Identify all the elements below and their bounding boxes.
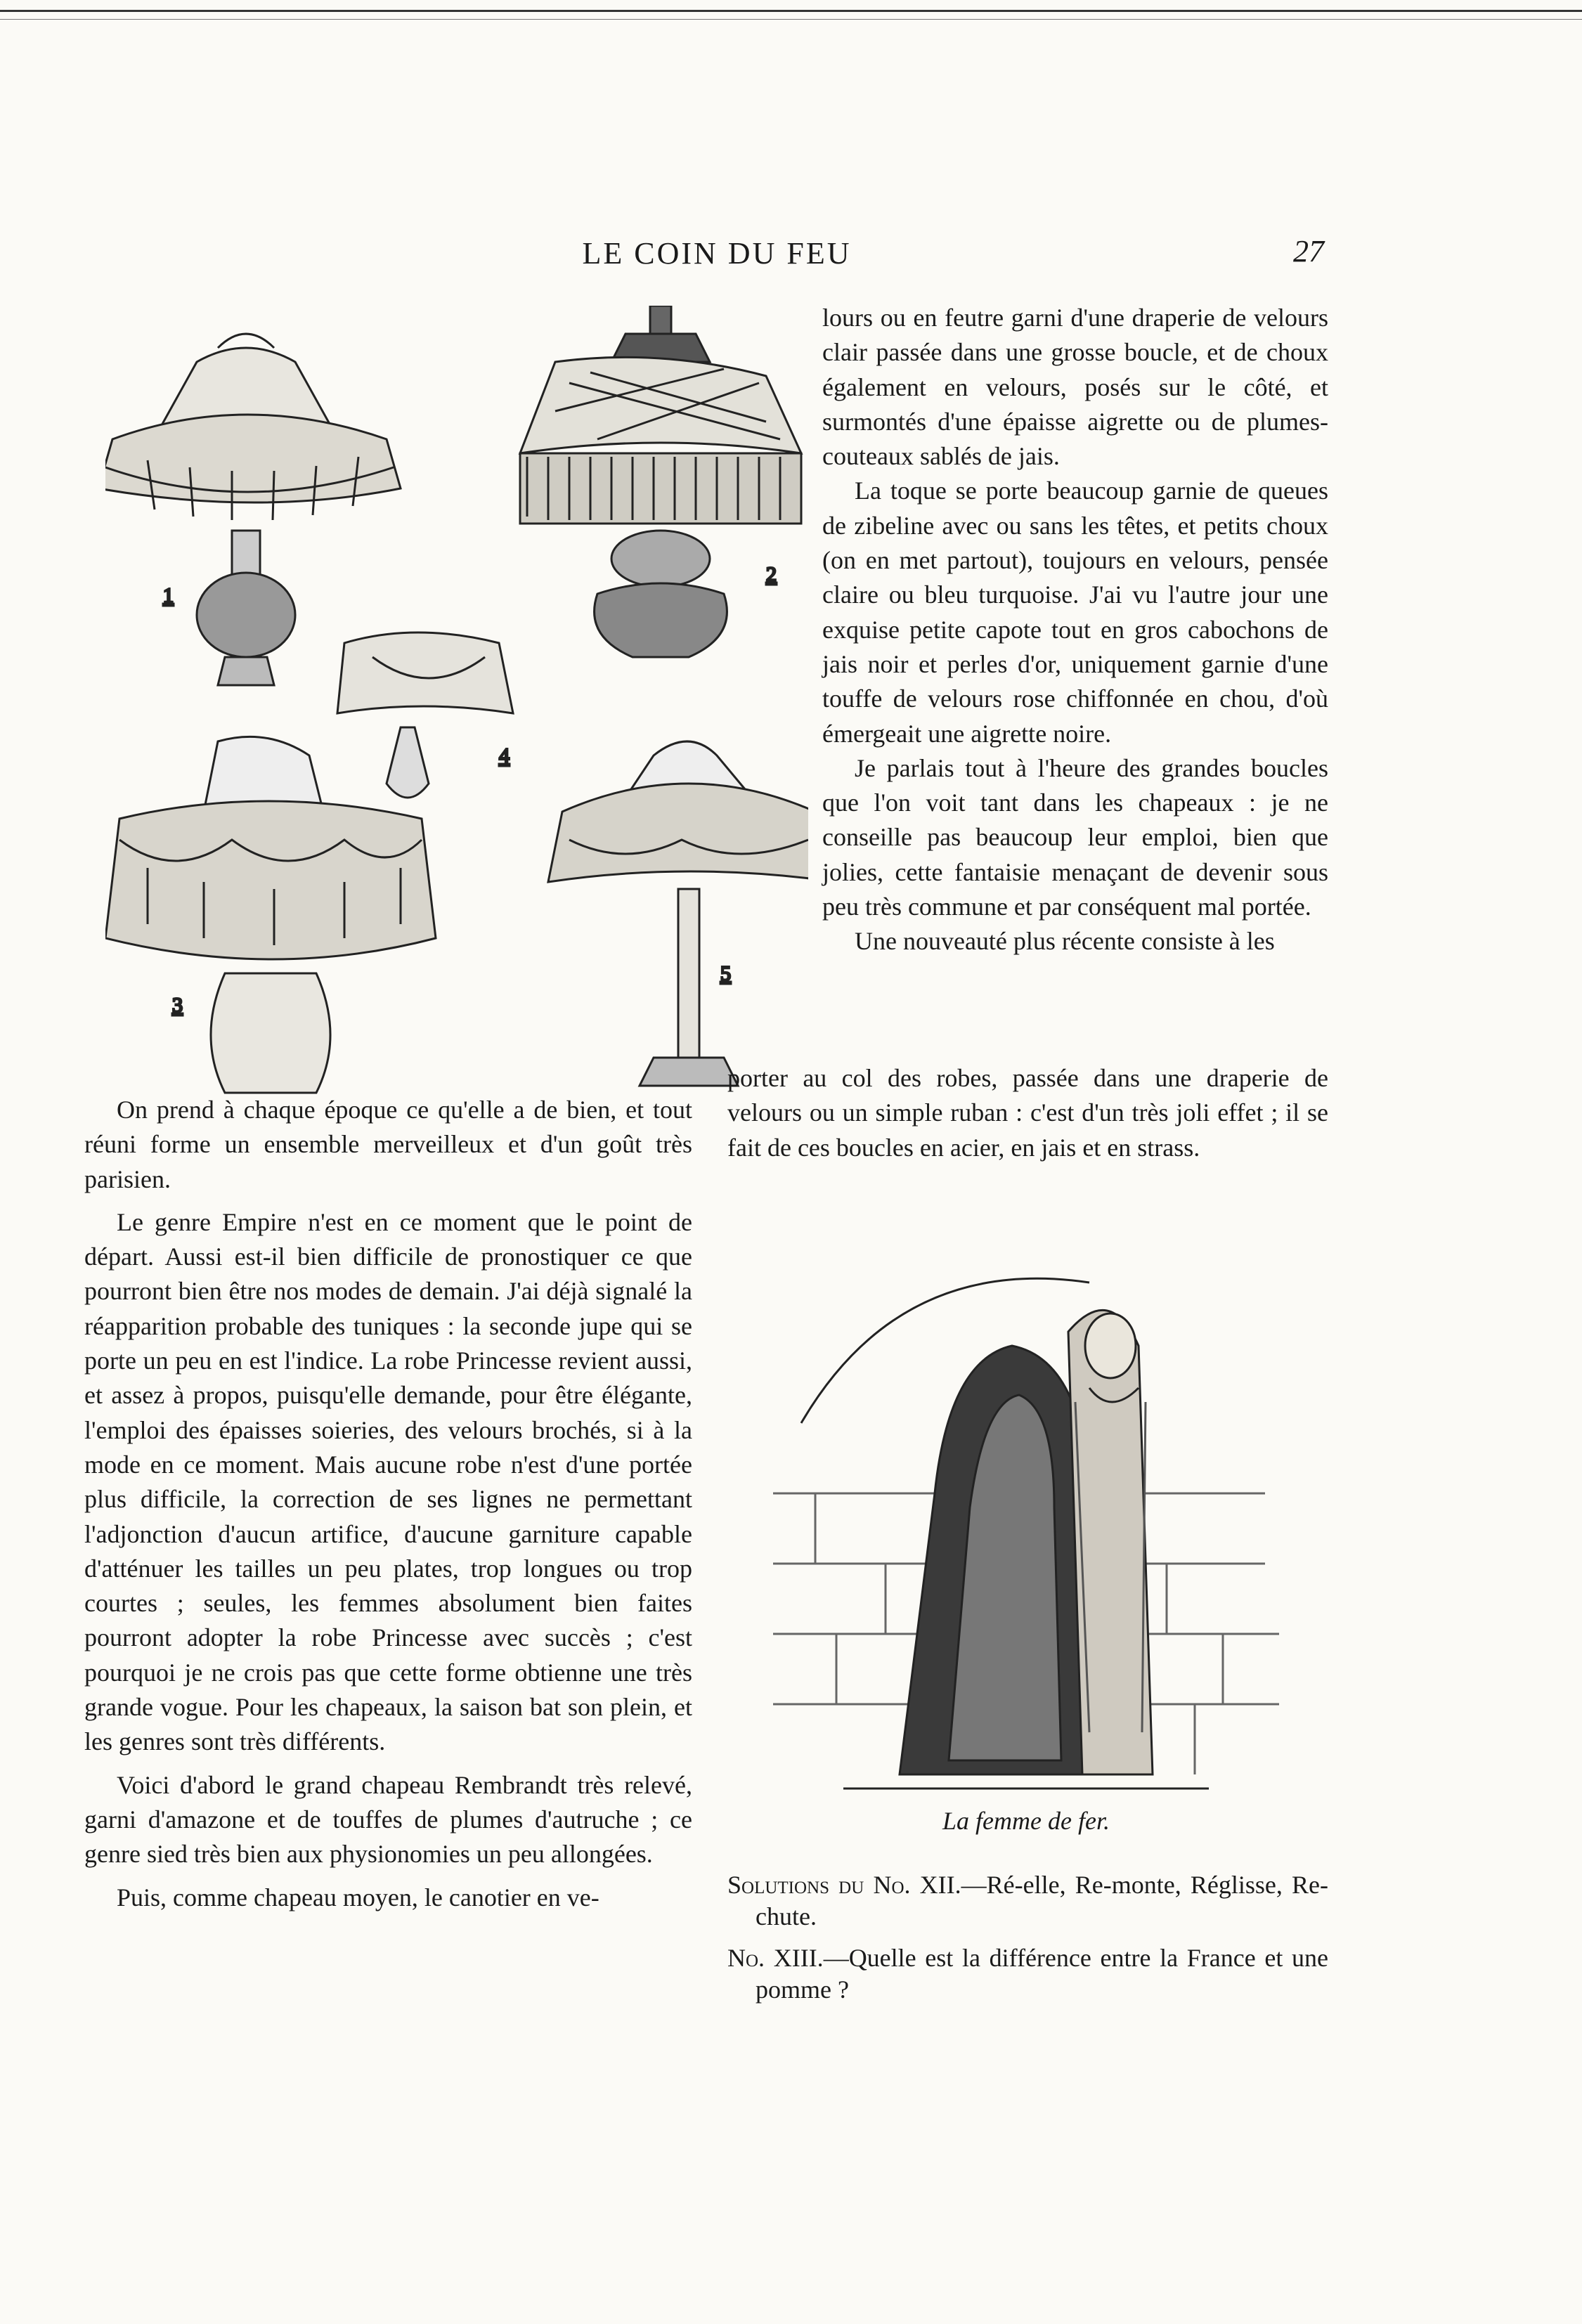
lamp-label-1: 1 xyxy=(163,584,174,607)
right-column-top xyxy=(822,301,1328,959)
lamp-label-3: 3 xyxy=(172,994,183,1017)
page-number: 27 xyxy=(1293,234,1324,268)
paragraph: Voici d'abord le grand chapeau Rembrandt très relevé, garni d'amazone et de touffes de plumes d'autruche ; ce genre sied très bien aux physionomies un peu allongées. xyxy=(84,1770,692,1869)
running-header: LE COIN DU FEU xyxy=(582,236,852,271)
lamps-drawing xyxy=(105,306,808,1100)
solutions-line xyxy=(727,1869,1328,1933)
lamp-1 xyxy=(105,334,401,685)
paragraph: Je parlais tout à l'heure des grandes boucles que l'on voit tant dans les chapeaux : je ne conseille pas beaucoup leur emploi, bien que jolies, cette fantaisie menaçant de devenir sous peu très commune et par conséquent mal portée. xyxy=(822,753,1328,921)
figure-caption: La femme de fer. xyxy=(942,1807,1110,1835)
lamp-2 xyxy=(520,306,801,657)
paragraph: On prend à chaque époque ce qu'elle a de bien, et tout réuni forme un ensemble merveilleux et d'un goût très parisien. xyxy=(84,1096,692,1193)
lamp-label-4: 4 xyxy=(499,744,510,767)
left-column xyxy=(84,1093,692,1915)
right-column-middle xyxy=(727,1061,1328,1165)
lamp-label-2: 2 xyxy=(766,563,777,586)
paragraph: Puis, comme chapeau moyen, le canotier en ve- xyxy=(117,1883,599,1911)
puzzle-solutions xyxy=(727,1869,1328,2015)
lamp-4 xyxy=(337,632,513,798)
paragraph: porter au col des robes, passée dans une draperie de velours ou un simple ruban : c'est d'un très joli effet ; il se fait de ces boucles en acier, en jais et en strass. xyxy=(727,1064,1328,1162)
paragraph: Une nouveauté plus récente consiste à les xyxy=(855,927,1275,956)
lamp-5 xyxy=(548,741,808,1086)
paragraph: lours ou en feutre garni d'une draperie de velours clair passée dans une grosse boucle, et de choux également en velours, posés sur le côté, et surmontés d'une épaisse aigrette ou de plumes-couteaux sablés de jais. xyxy=(822,304,1328,471)
riddle-label: No. XIII. xyxy=(727,1944,824,1972)
riddle-line xyxy=(727,1942,1328,2006)
top-rule xyxy=(0,10,1582,20)
lamp-label-5: 5 xyxy=(720,962,731,985)
lamps-illustration xyxy=(105,306,808,1100)
paragraph: La toque se porte beaucoup garnie de queues de zibeline avec ou sans les têtes, et petits choux (on en met partout), toujours en velours, pensée claire ou bleu turquoise. J'ai vu l'autre jour une exquise petite capote tout en gros cabochons de jais noir et perles d'or, uniquement garnie d'une touffe de velours rose chiffonnée en chou, d'où émergeait une aigrette noire. xyxy=(822,476,1328,748)
iron-maiden-drawing xyxy=(773,1240,1279,1803)
solutions-text: —Ré-elle, Re-monte, Réglisse, Re-chute. xyxy=(756,1871,1328,1930)
solutions-label: Solutions du No. XII. xyxy=(727,1871,961,1899)
paragraph: Le genre Empire n'est en ce moment que le point de départ. Aussi est-il bien difficile de pronostiquer ce que pourront bien être nos modes de demain. J'ai déjà signalé la réapparition probable des tuniques : la seconde jupe qui se porte un peu en est l'indice. La robe Princesse revient aussi, et assez à propos, puisqu'elle demande, pour être élégante, l'emploi des épaisses soieries, des velours brochés, si à la mode en ce moment. Mais aucune robe n'est d'une portée plus difficile, la correction de ses lignes ne permettant l'adjonction d'aucun artifice, d'aucune garniture capable d'atténuer les tailles un peu plates, trop longues ou trop courtes ; seules, les femmes absolument bien faites pourront adopter la robe Princesse avec succès ; c'est pourquoi je ne crois pas que cette forme obtienne une très grande vogue. Pour les chapeaux, la saison bat son plein, et les genres sont très différents. xyxy=(84,1207,692,1756)
iron-maiden-illustration xyxy=(773,1240,1279,1803)
riddle-text: —Quelle est la différence entre la France et une pomme ? xyxy=(756,1944,1328,2004)
lamp-3 xyxy=(105,736,436,1093)
